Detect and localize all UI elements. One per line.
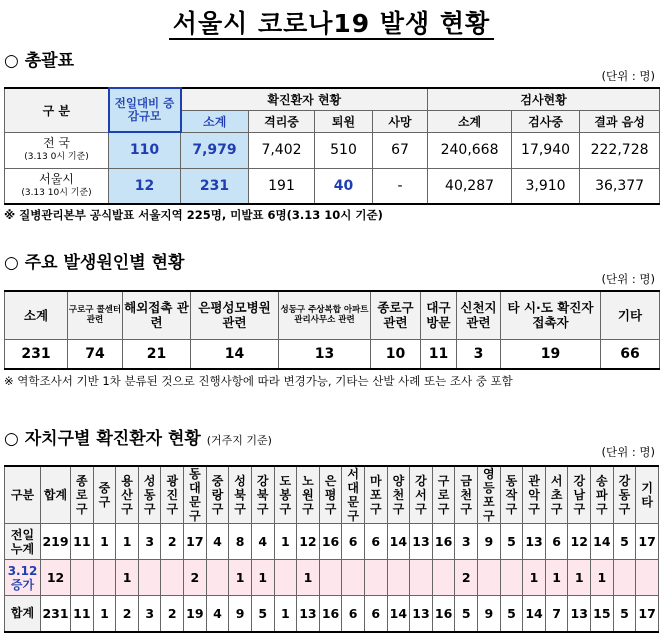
district-value: 14: [387, 596, 410, 632]
header-gubun: 구분: [5, 466, 41, 524]
death-value: -: [373, 168, 428, 204]
district-header: 마포구: [364, 466, 387, 524]
district-value: [342, 560, 365, 596]
cause-header: 기타: [601, 291, 660, 339]
test-subtotal-value: 40,287: [428, 168, 512, 204]
testing-value: 3,910: [512, 168, 580, 204]
district-value: 1: [523, 560, 546, 596]
district-value: [206, 560, 229, 596]
cause-value: 66: [601, 339, 660, 369]
district-value: 12: [568, 524, 591, 560]
unit-label: (단위 : 명): [601, 69, 655, 83]
district-value: 17: [636, 596, 659, 632]
district-value: 1: [274, 596, 297, 632]
negative-value: 36,377: [580, 168, 660, 204]
district-header: 합계: [41, 466, 71, 524]
district-header: 영등포구: [478, 466, 501, 524]
testing-value: 17,940: [512, 132, 580, 168]
district-value: 3: [138, 596, 161, 632]
cause-header: 구로구 콜센터 관련: [68, 291, 123, 339]
header-subtotal: 소계: [181, 110, 249, 132]
causes-note: ※ 역학조사서 기반 1차 분류된 것으로 진행사항에 따라 변경가능, 기타는 산발 사례 또는 조사 중 포함: [4, 374, 513, 388]
district-value: [387, 560, 410, 596]
district-value: 1: [297, 560, 320, 596]
table-row: [5, 524, 659, 560]
district-value: 1: [116, 524, 139, 560]
cause-value: 3: [457, 339, 501, 369]
district-value: 5: [251, 596, 274, 632]
table-row: [5, 560, 659, 596]
district-value: [478, 560, 501, 596]
district-header: 서초구: [545, 466, 568, 524]
section-heading-districts: ○ 자치구별 확진환자 현황 (거주지 기준): [4, 429, 272, 449]
district-value: [71, 560, 94, 596]
district-value: 6: [342, 524, 365, 560]
unit-label: (단위 : 명): [601, 445, 655, 459]
summary-note: ※ 질병관리본부 공식발표 서울지역 225명, 미발표 6명(3.13 10시 기준): [4, 208, 383, 222]
cause-value: 13: [279, 339, 371, 369]
district-value: 1: [274, 524, 297, 560]
header-isolated: 격리중: [249, 110, 315, 132]
district-header: 금천구: [455, 466, 478, 524]
row-label: 전일 누계: [5, 524, 41, 560]
district-value: 13: [410, 524, 433, 560]
district-header: 기타: [636, 466, 659, 524]
negative-value: 222,728: [580, 132, 660, 168]
district-value: [500, 560, 523, 596]
district-value: 5: [613, 596, 636, 632]
district-value: 2: [161, 596, 184, 632]
compare-value: 12: [109, 168, 181, 204]
district-value: 17: [636, 524, 659, 560]
row-label: 3.12 증가: [5, 560, 41, 596]
cause-value: 74: [68, 339, 123, 369]
district-header: 관악구: [523, 466, 546, 524]
district-value: 219: [41, 524, 71, 560]
district-value: 2: [184, 560, 207, 596]
cause-header: 대구 방문: [421, 291, 457, 339]
district-value: [319, 560, 342, 596]
district-value: 4: [206, 596, 229, 632]
cause-header: 해외접촉 관련: [123, 291, 191, 339]
header-test: 검사현황: [428, 88, 660, 110]
district-header: 성북구: [229, 466, 252, 524]
district-value: [161, 560, 184, 596]
district-header: 노원구: [297, 466, 320, 524]
district-value: 5: [613, 524, 636, 560]
district-header: 중랑구: [206, 466, 229, 524]
district-value: [93, 560, 116, 596]
district-value: [274, 560, 297, 596]
table-row: [5, 132, 660, 168]
cause-value: 19: [501, 339, 601, 369]
district-value: [138, 560, 161, 596]
district-value: 7: [545, 596, 568, 632]
district-value: [636, 560, 659, 596]
districts-table: [4, 465, 659, 633]
row-label: 서울시 (3.13 10시 기준): [5, 168, 109, 204]
header-confirmed: 확진환자 현황: [181, 88, 428, 110]
district-value: [364, 560, 387, 596]
table-row: [5, 596, 659, 632]
header-negative: 결과 음성: [580, 110, 660, 132]
cause-header: 타 시·도 확진자 접촉자: [501, 291, 601, 339]
section-heading-causes: ○ 주요 발생원인별 현황: [4, 253, 185, 273]
district-value: 4: [251, 524, 274, 560]
district-header: 중구: [93, 466, 116, 524]
district-value: 15: [591, 596, 614, 632]
cause-value: 10: [371, 339, 421, 369]
cause-header: 신천지 관련: [457, 291, 501, 339]
district-value: 16: [319, 596, 342, 632]
section-heading-summary: ○ 총괄표: [4, 51, 75, 71]
district-value: 13: [297, 596, 320, 632]
district-value: 17: [184, 524, 207, 560]
test-subtotal-value: 240,668: [428, 132, 512, 168]
header-compare: 전일대비 증감규모: [109, 88, 181, 132]
district-value: 5: [455, 596, 478, 632]
district-value: 9: [478, 596, 501, 632]
subtotal-value: 231: [181, 168, 249, 204]
cause-header: 종로구 관련: [371, 291, 421, 339]
header-test-subtotal: 소계: [428, 110, 512, 132]
district-header: 용산구: [116, 466, 139, 524]
district-header: 종로구: [71, 466, 94, 524]
district-value: 6: [364, 524, 387, 560]
district-header: 서대문구: [342, 466, 365, 524]
district-header: 광진구: [161, 466, 184, 524]
row-label: 합계: [5, 596, 41, 632]
table-row: [5, 168, 660, 204]
isolated-value: 191: [249, 168, 315, 204]
district-value: 19: [184, 596, 207, 632]
district-value: 1: [568, 560, 591, 596]
causes-table: [4, 290, 660, 370]
district-value: 1: [251, 560, 274, 596]
district-value: 1: [93, 524, 116, 560]
subtotal-value: 7,979: [181, 132, 249, 168]
district-value: 1: [545, 560, 568, 596]
district-value: 11: [71, 596, 94, 632]
cause-header: 성동구 주상복합 아파트 관리사무소 관련: [279, 291, 371, 339]
cause-value: 11: [421, 339, 457, 369]
district-header: 은평구: [319, 466, 342, 524]
district-header: 강동구: [613, 466, 636, 524]
unit-label: (단위 : 명): [601, 272, 655, 286]
district-header: 양천구: [387, 466, 410, 524]
district-value: 4: [206, 524, 229, 560]
district-value: 2: [161, 524, 184, 560]
district-value: 6: [545, 524, 568, 560]
district-value: 13: [568, 596, 591, 632]
district-value: 1: [591, 560, 614, 596]
district-value: 6: [364, 596, 387, 632]
district-value: 11: [71, 524, 94, 560]
district-value: 14: [523, 596, 546, 632]
district-header: 성동구: [138, 466, 161, 524]
district-value: 16: [432, 524, 455, 560]
district-header: 강서구: [410, 466, 433, 524]
page-title: 서울시 코로나19 발생 현황: [0, 4, 663, 40]
district-value: 2: [455, 560, 478, 596]
district-value: 231: [41, 596, 71, 632]
district-value: 14: [591, 524, 614, 560]
header-discharged: 퇴원: [315, 110, 373, 132]
district-header: 송파구: [591, 466, 614, 524]
row-label: 전 국 (3.13 0시 기준): [5, 132, 109, 168]
district-value: [410, 560, 433, 596]
discharged-value: 510: [315, 132, 373, 168]
cause-value: 21: [123, 339, 191, 369]
district-header: 동대문구: [184, 466, 207, 524]
district-header: 강남구: [568, 466, 591, 524]
cause-value: 14: [191, 339, 279, 369]
district-header: 동작구: [500, 466, 523, 524]
cause-value: 231: [5, 339, 68, 369]
district-value: 3: [138, 524, 161, 560]
district-value: 6: [342, 596, 365, 632]
summary-table: [4, 87, 660, 205]
district-value: 12: [41, 560, 71, 596]
district-header: 구로구: [432, 466, 455, 524]
district-value: 9: [229, 596, 252, 632]
cause-header: 소계: [5, 291, 68, 339]
district-value: 3: [455, 524, 478, 560]
isolated-value: 7,402: [249, 132, 315, 168]
district-value: 1: [93, 596, 116, 632]
district-value: 9: [478, 524, 501, 560]
header-death: 사망: [373, 110, 428, 132]
compare-value: 110: [109, 132, 181, 168]
header-testing: 검사중: [512, 110, 580, 132]
district-value: 1: [116, 560, 139, 596]
header-gubun: 구 분: [5, 88, 109, 132]
district-value: 8: [229, 524, 252, 560]
district-value: 12: [297, 524, 320, 560]
district-value: [432, 560, 455, 596]
district-value: 2: [116, 596, 139, 632]
district-header: 강북구: [251, 466, 274, 524]
cause-header: 은평성모병원 관련: [191, 291, 279, 339]
district-value: 16: [319, 524, 342, 560]
district-value: [613, 560, 636, 596]
district-header: 도봉구: [274, 466, 297, 524]
district-value: 5: [500, 524, 523, 560]
district-value: 13: [410, 596, 433, 632]
death-value: 67: [373, 132, 428, 168]
district-value: 16: [432, 596, 455, 632]
discharged-value: 40: [315, 168, 373, 204]
district-value: 14: [387, 524, 410, 560]
district-value: 1: [229, 560, 252, 596]
district-value: 13: [523, 524, 546, 560]
district-value: 5: [500, 596, 523, 632]
